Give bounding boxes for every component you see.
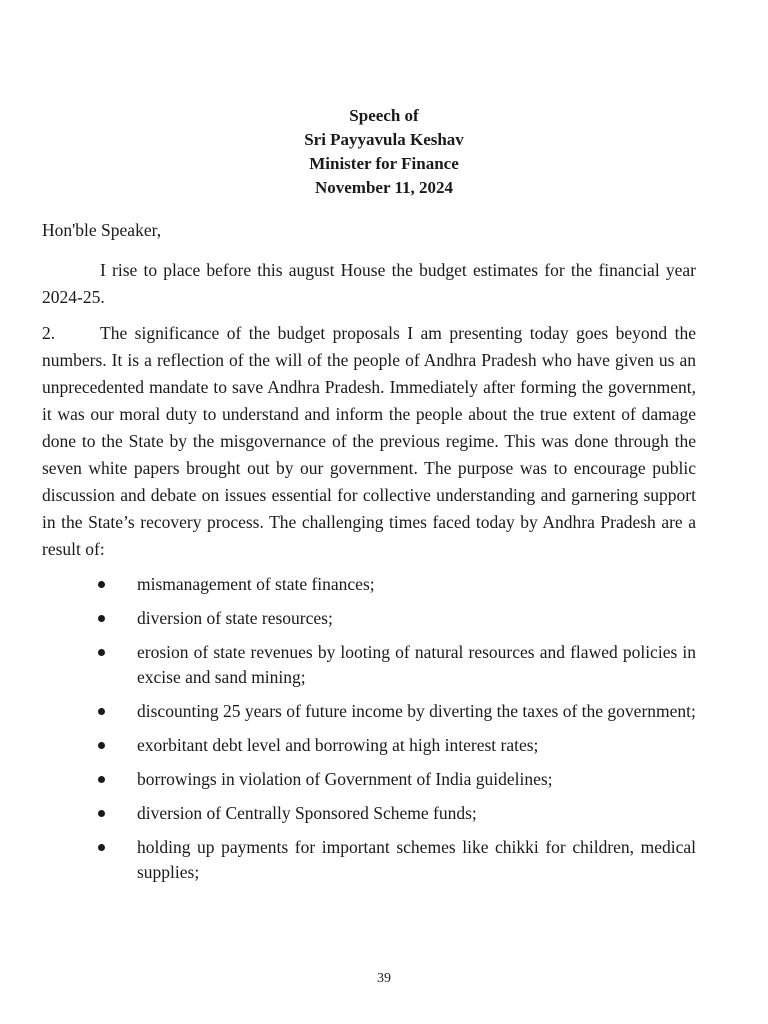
list-item-text: diversion of Centrally Sponsored Scheme funds;: [137, 803, 477, 823]
list-item: [96, 835, 696, 885]
list-item: [96, 572, 696, 597]
page-number: 39: [377, 971, 391, 986]
list-item-text: diversion of state resources;: [137, 608, 333, 628]
bullet-icon: [98, 615, 105, 622]
heading-line-speech-of: Speech of: [349, 106, 419, 125]
list-item: [96, 733, 696, 758]
bullet-icon: [98, 708, 105, 715]
list-item: [96, 699, 696, 724]
list-item: [96, 606, 696, 631]
list-item: [96, 640, 696, 690]
bullet-icon: [98, 776, 105, 783]
bullet-icon: [98, 581, 105, 588]
list-item: [96, 767, 696, 792]
heading-line-date: November 11, 2024: [314, 178, 454, 197]
bullet-icon: [98, 742, 105, 749]
heading-line-speaker-name: Sri Payyavula Keshav: [304, 130, 464, 149]
bullet-icon: [98, 844, 105, 851]
speech-heading: [0, 104, 768, 200]
paragraph-1: I rise to place before this august House the budget estimates for the financial year 2024-25.: [42, 260, 696, 307]
bullet-icon: [98, 649, 105, 656]
paragraph-2-number: 2.: [42, 323, 56, 343]
list-item-text: discounting 25 years of future income by diverting the taxes of the government;: [137, 701, 696, 721]
list-item-text: mismanagement of state finances;: [137, 574, 375, 594]
list-item-text: exorbitant debt level and borrowing at high interest rates;: [137, 735, 539, 755]
salutation: Hon'ble Speaker,: [42, 220, 162, 240]
list-item-text: borrowings in violation of Government of India guidelines;: [137, 769, 553, 789]
bullet-list: [96, 572, 696, 894]
heading-line-designation: Minister for Finance: [309, 154, 459, 173]
list-item: [96, 801, 696, 826]
bullet-icon: [98, 810, 105, 817]
paragraph-2: [42, 320, 696, 563]
list-item-text: holding up payments for important schemes like chikki for children, medical supplies;: [137, 837, 696, 882]
list-item-text: erosion of state revenues by looting of natural resources and flawed policies in excise and sand mining;: [137, 642, 696, 687]
paragraph-2-text: The significance of the budget proposals I am presenting today goes beyond the numbers. It is a reflection of the will of the people of Andhra Pradesh who have given us an unprecedented mandate to save Andhra Pradesh. Immediately after forming the government, it was our moral duty to understand and inform the people about the true extent of damage done to the State by the misgovernance of the previous regime. This was done through the seven white papers brought out by our government. The purpose was to encourage public discussion and debate on issues essential for collective understanding and garnering support in the State’s recovery process. The challenging times faced today by Andhra Pradesh are a result of:: [42, 323, 696, 559]
